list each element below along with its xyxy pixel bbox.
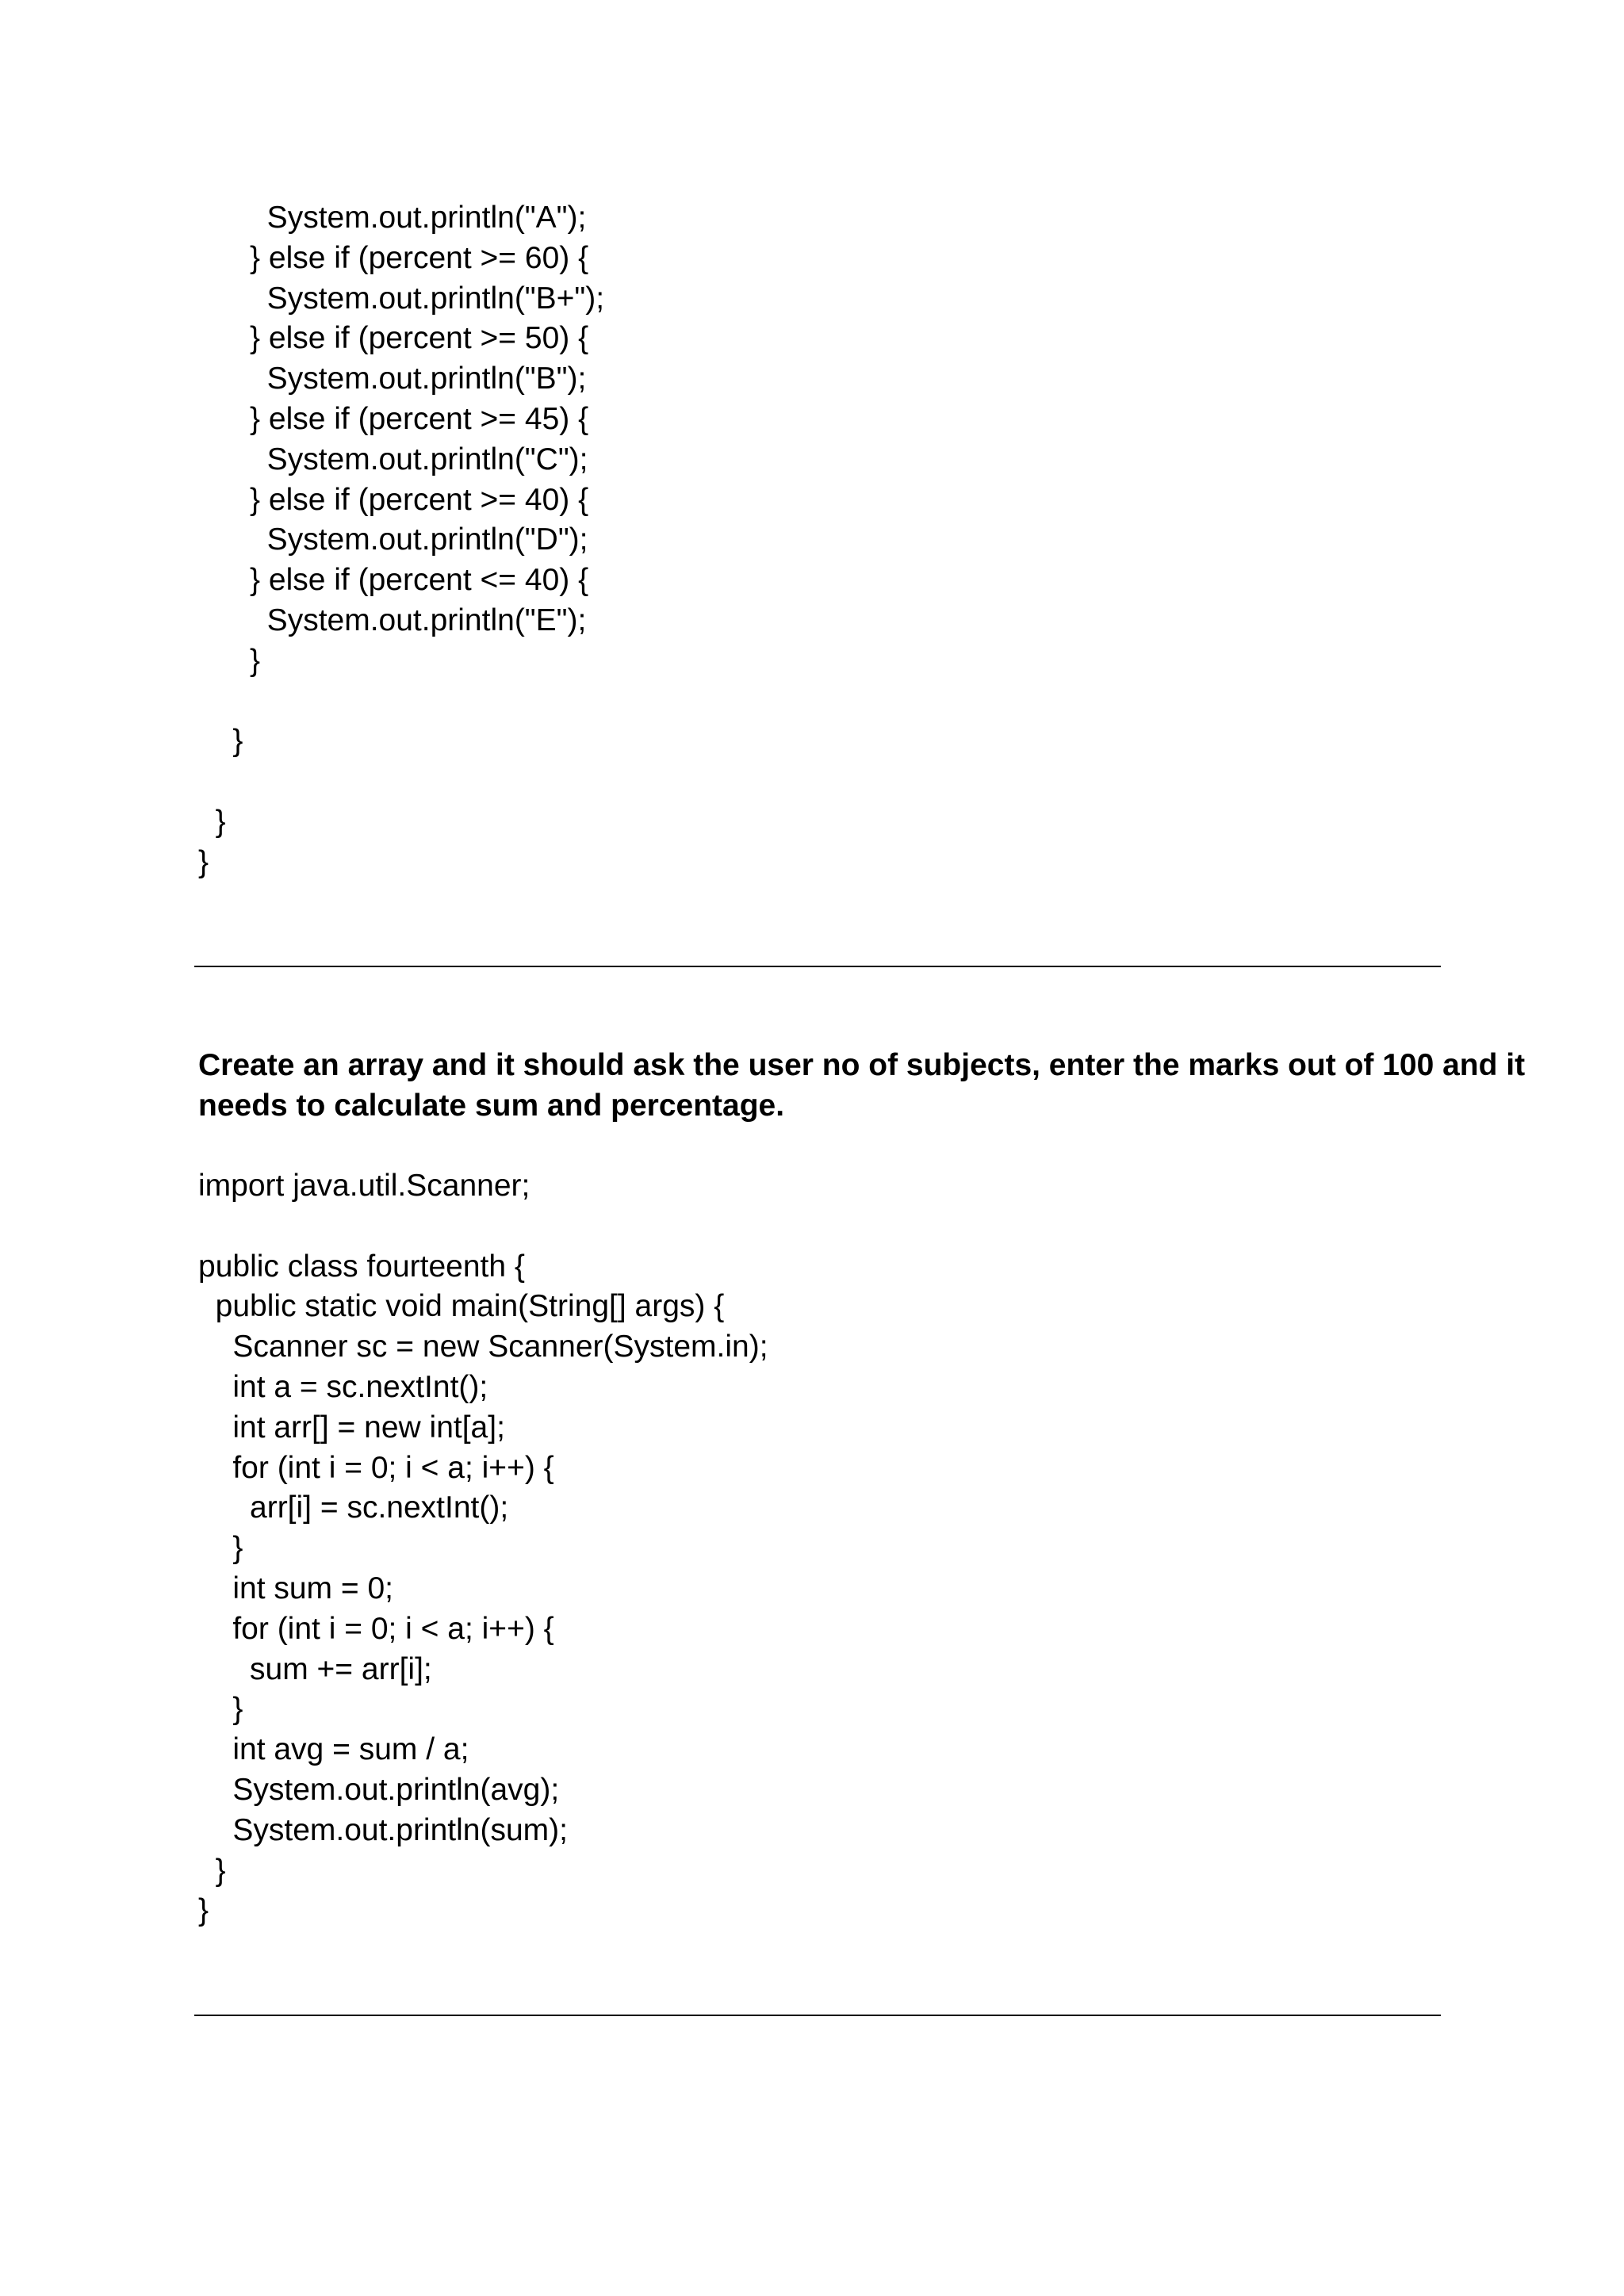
code-line: } bbox=[198, 1853, 226, 1888]
code-line: int sum = 0; bbox=[198, 1571, 394, 1605]
code-line: } bbox=[198, 643, 261, 678]
code-line: } else if (percent >= 50) { bbox=[198, 321, 589, 356]
code-line: System.out.println(avg); bbox=[198, 1772, 560, 1807]
code-line: import java.util.Scanner; bbox=[198, 1169, 530, 1203]
code-line: int arr[] = new int[a]; bbox=[198, 1410, 505, 1445]
code-line: } bbox=[198, 1692, 243, 1727]
code-line: int avg = sum / a; bbox=[198, 1732, 469, 1767]
code-line: Scanner sc = new Scanner(System.in); bbox=[198, 1330, 768, 1364]
code-line: public static void main(String[] args) { bbox=[198, 1289, 725, 1324]
code-line: } bbox=[198, 1531, 243, 1566]
code-block-grading bbox=[198, 198, 604, 883]
code-line: } bbox=[198, 844, 209, 879]
code-block-array-sum bbox=[198, 1166, 768, 1931]
code-line: System.out.println("B"); bbox=[198, 362, 587, 396]
code-line: } else if (percent >= 40) { bbox=[198, 482, 589, 517]
code-line: public class fourteenth { bbox=[198, 1249, 525, 1284]
code-line: System.out.println("D"); bbox=[198, 522, 588, 557]
code-line: } else if (percent >= 60) { bbox=[198, 240, 589, 275]
code-line bbox=[198, 682, 604, 722]
horizontal-divider bbox=[194, 2015, 1441, 2016]
code-line: System.out.println("E"); bbox=[198, 603, 587, 637]
code-line: for (int i = 0; i < a; i++) { bbox=[198, 1450, 554, 1485]
question-heading bbox=[198, 1045, 1526, 1126]
code-line: int a = sc.nextInt(); bbox=[198, 1369, 488, 1404]
code-line: } else if (percent <= 40) { bbox=[198, 563, 589, 598]
question-line: Create an array and it should ask the user no of subjects, enter the marks out of 100 and it bbox=[198, 1048, 1526, 1082]
code-line: System.out.println("B+"); bbox=[198, 281, 605, 316]
code-line: } bbox=[198, 724, 243, 759]
code-line: System.out.println(sum); bbox=[198, 1812, 568, 1847]
code-line bbox=[198, 1207, 768, 1247]
code-line: sum += arr[i]; bbox=[198, 1651, 432, 1686]
code-line: System.out.println("A"); bbox=[198, 201, 587, 235]
code-line: arr[i] = sc.nextInt(); bbox=[198, 1490, 509, 1525]
code-line: System.out.println("C"); bbox=[198, 442, 588, 476]
code-line: for (int i = 0; i < a; i++) { bbox=[198, 1611, 554, 1646]
code-line: } else if (percent >= 45) { bbox=[198, 401, 589, 436]
code-line: } bbox=[198, 804, 226, 839]
horizontal-divider bbox=[194, 966, 1441, 967]
question-line: needs to calculate sum and percentage. bbox=[198, 1089, 785, 1123]
code-line: } bbox=[198, 1893, 209, 1928]
code-line bbox=[198, 762, 604, 802]
